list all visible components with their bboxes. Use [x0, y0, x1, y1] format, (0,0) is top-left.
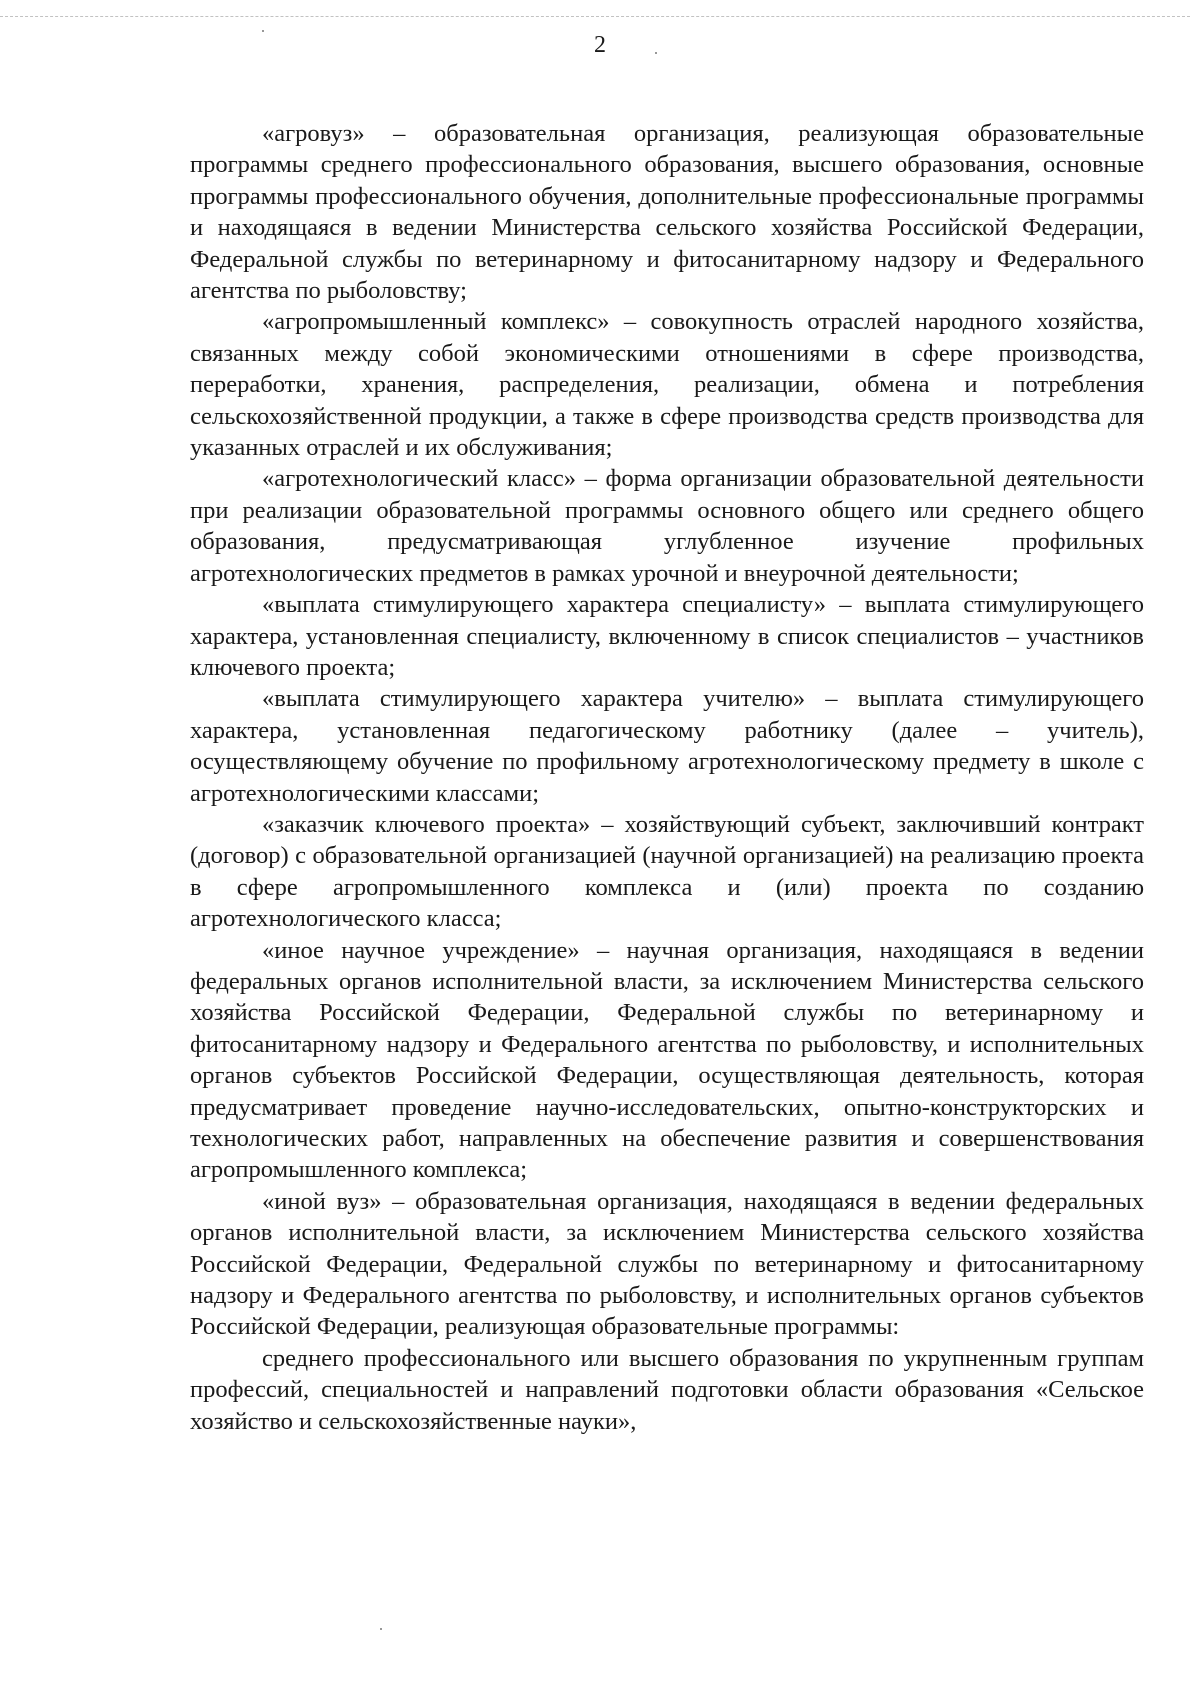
definition-agro-complex: «агропромышленный комплекс» – совокупность отраслей народного хозяйства, связанных между собой экономическими отношениями в сфере производства, переработки, хранения, распределения, реализации, обмена и потребления сельскохозяйственной продукции, а также в сфере производства средств производства для указанных отраслей и их обслуживания;	[190, 308, 1144, 462]
definition-agrovuz: «агровуз» – образовательная организация, реализующая образовательные программы среднего профессионального образования, высшего образования, основные программы профессионального обучения, дополнительные профессиональные программы и находящаяся в ведении Министерства сельского хозяйства Российской Федерации, Федеральной службы по ветеринарному и фитосанитарному надзору и Федерального агентства по рыболовству;	[190, 120, 1144, 305]
definition-agrotech-class: «агротехнологический класс» – форма организации образовательной деятельности при реализации образовательной программы основного общего или среднего общего образования, предусматривающая углубленное изучение профильных агротехнологических предметов в рамках урочной и внеурочной деятельности;	[190, 465, 1144, 587]
scan-speck	[655, 52, 657, 54]
definition-other-research-institution: «иное научное учреждение» – научная организация, находящаяся в ведении федеральных органов исполнительной власти, за исключением Министерства сельского хозяйства Российской Федерации, Федеральной службы по ветеринарному и фитосанитарному надзору и Федерального агентства по рыболовству, и исполнительных органов субъектов Российской Федерации, осуществляющая деятельность, которая предусматривает проведение научно-исследовательских, опытно-конструкторских и технологических работ, направленных на обеспечение развития и совершенствования агропромышленного комплекса;	[190, 936, 1144, 1184]
definition-other-university: «иной вуз» – образовательная организация, находящаяся в ведении федеральных органов исполнительной власти, за исключением Министерства сельского хозяйства Российской Федерации, Федеральной службы по ветеринарному и фитосанитарному надзору и Федерального агентства по рыболовству, и исполнительных органов субъектов Российской Федерации, реализующая образовательные программы:	[190, 1187, 1144, 1341]
scan-speck	[380, 1628, 382, 1630]
document-body	[190, 118, 1144, 1437]
page-number: 2	[594, 32, 606, 58]
definition-project-customer: «заказчик ключевого проекта» – хозяйствующий субъект, заключивший контракт (договор) с образовательной организацией (научной организацией) на реализацию проекта в сфере агропромышленного комплекса и (или) проекта по созданию агротехнологического класса;	[190, 810, 1144, 933]
definition-teacher-payment: «выплата стимулирующего характера учителю» – выплата стимулирующего характера, установленная педагогическому работнику (далее – учитель), осуществляющему обучение по профильному агротехнологическому предмету в школе с агротехнологическими классами;	[190, 685, 1144, 807]
list-item-education-programs: среднего профессионального или высшего образования по укрупненным группам профессий, специальностей и направлений подготовки области образования «Сельское хозяйство и сельскохозяйственные науки»,	[190, 1344, 1144, 1435]
definition-specialist-payment: «выплата стимулирующего характера специалисту» – выплата стимулирующего характера, установленная специалисту, включенному в список специалистов – участников ключевого проекта;	[190, 591, 1144, 681]
scan-speck	[262, 30, 264, 32]
scan-edge-line	[0, 16, 1190, 17]
